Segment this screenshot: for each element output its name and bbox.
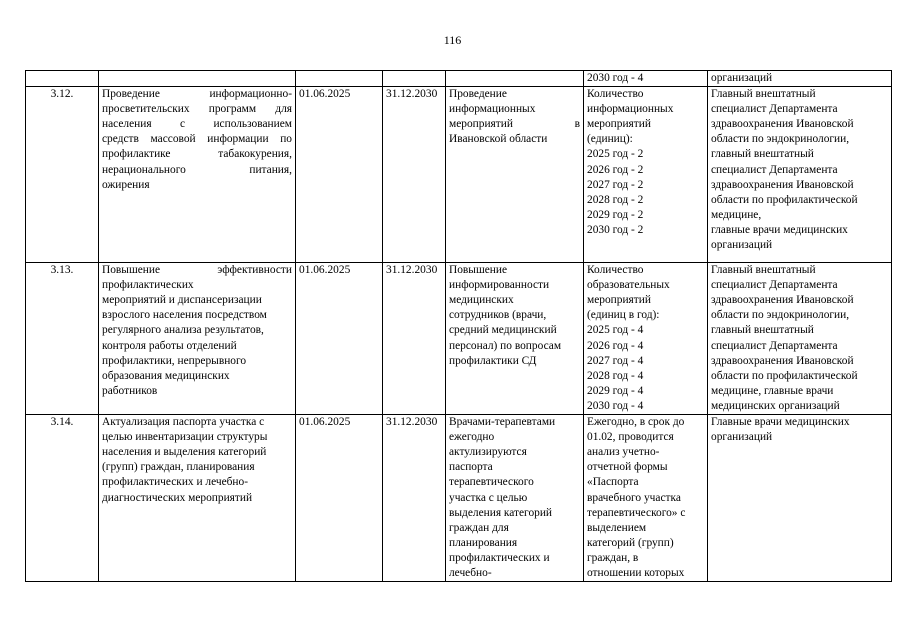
- cell-activity: [99, 415, 296, 582]
- cell-end: [383, 71, 446, 87]
- text-line: «Паспорта: [587, 476, 639, 489]
- text-line: специалист Департамента: [711, 279, 838, 292]
- text-line: Ивановской области: [449, 133, 548, 146]
- text-line: сотрудников (врачи,: [449, 309, 547, 322]
- text-line: 2028 год - 4: [587, 369, 644, 382]
- text-line: Проведение информационно-: [102, 88, 292, 101]
- text-line: планирования: [449, 536, 518, 549]
- text-line: (единиц):: [587, 133, 633, 146]
- text-line: 2027 год - 4: [587, 354, 644, 367]
- text-line: анализ учетно-: [587, 446, 660, 459]
- text-line: граждан, в: [587, 551, 639, 564]
- cell-activity: [99, 87, 296, 263]
- text-line: 2025 год - 2: [587, 148, 644, 161]
- text-line: 2029 год - 2: [587, 208, 644, 221]
- text-line: взрослого населения посредством: [102, 309, 267, 322]
- text-line: Количество: [587, 88, 644, 101]
- text-line: главный внештатный: [711, 324, 814, 337]
- text-line: специалист Департамента: [711, 103, 838, 116]
- text-line: населения и выделения категорий: [102, 446, 267, 459]
- text-line: здравоохранения Ивановской: [711, 294, 854, 307]
- text-line: отчетной формы: [587, 461, 668, 474]
- text-line: 2026 год - 2: [587, 163, 644, 176]
- text-line: отношении которых: [587, 566, 685, 579]
- text-line: выделения категорий: [449, 506, 553, 519]
- text-line: 2025 год - 4: [587, 324, 644, 337]
- cell-end: 31.12.2030: [383, 263, 446, 415]
- text-line: средств массовой информации по: [102, 133, 292, 146]
- text-line: граждан для: [449, 521, 509, 534]
- text-line: медицине,: [711, 208, 762, 221]
- text-line: контроля работы отделений: [102, 339, 237, 352]
- text-line: 2029 год - 4: [587, 384, 644, 397]
- text-line: здравоохранения Ивановской: [711, 178, 854, 191]
- text-line: мероприятий: [587, 294, 651, 307]
- cell-end: 31.12.2030: [383, 415, 446, 582]
- text-line: участка с целью: [449, 491, 528, 504]
- text-line: ежегодно: [449, 431, 495, 444]
- cell-result: [446, 71, 584, 87]
- cell-start: [296, 71, 383, 87]
- text-line: ожирения: [102, 178, 150, 191]
- text-line: здравоохранения Ивановской: [711, 118, 854, 131]
- table-row: [26, 263, 892, 415]
- text-line: нерационального питания,: [102, 163, 292, 176]
- text-line: мероприятий в: [449, 118, 580, 131]
- text-line: информированности: [449, 279, 550, 292]
- text-line: 2030 год - 4: [587, 399, 644, 412]
- cell-activity: [99, 263, 296, 415]
- text-line: Проведение: [449, 88, 507, 101]
- text-line: области по профилактической: [711, 193, 858, 206]
- text-line: 2028 год - 2: [587, 193, 644, 206]
- text-line: просветительских программ для: [102, 103, 292, 116]
- text-line: Повышение эффективности: [102, 264, 292, 277]
- cell-responsible: [708, 415, 892, 582]
- text-line: населения с использованием: [102, 118, 292, 131]
- text-line: Главный внештатный: [711, 264, 816, 277]
- cell-result: [446, 263, 584, 415]
- page-number: 116: [443, 33, 462, 47]
- text-line: Актуализация паспорта участка с: [102, 416, 265, 429]
- text-line: 2030 год - 2: [587, 223, 644, 236]
- text-line: Главные врачи медицинских: [711, 416, 850, 429]
- cell-num: [26, 71, 99, 87]
- text-line: профилактических: [102, 279, 194, 292]
- measures-table: [25, 70, 892, 582]
- continuation-row: [26, 71, 892, 87]
- text-line: персонал) по вопросам: [449, 339, 562, 352]
- cell-start: 01.06.2025: [296, 263, 383, 415]
- text-line: 2026 год - 4: [587, 339, 644, 352]
- text-line: целью инвентаризации структуры: [102, 431, 268, 444]
- text-line: организаций: [711, 239, 773, 252]
- cell-result: [446, 87, 584, 263]
- text-line: (единиц в год):: [587, 309, 660, 322]
- text-line: организаций: [711, 431, 773, 444]
- text-line: профилактике табакокурения,: [102, 148, 292, 161]
- text-line: работников: [102, 384, 158, 397]
- text-line: информационных: [587, 103, 674, 116]
- cell-indicator: 2030 год - 4: [584, 71, 708, 87]
- cell-num: 3.14.: [26, 415, 99, 582]
- text-line: медицинских организаций: [711, 399, 840, 412]
- text-line: Врачами-терапевтами: [449, 416, 556, 429]
- text-line: лечебно-: [449, 566, 492, 579]
- cell-num: 3.12.: [26, 87, 99, 263]
- cell-num: 3.13.: [26, 263, 99, 415]
- cell-start: 01.06.2025: [296, 415, 383, 582]
- text-line: здравоохранения Ивановской: [711, 354, 854, 367]
- text-line: специалист Департамента: [711, 339, 838, 352]
- text-line: медицинских: [449, 294, 514, 307]
- text-line: мероприятий и диспансеризации: [102, 294, 262, 307]
- text-line: специалист Департамента: [711, 163, 838, 176]
- text-line: Повышение: [449, 264, 508, 277]
- text-line: терапевтического» с: [587, 506, 686, 519]
- text-line: регулярного анализа результатов,: [102, 324, 264, 337]
- text-line: паспорта: [449, 461, 493, 474]
- text-line: профилактических и лечебно-: [102, 476, 249, 489]
- cell-responsible: организаций: [708, 71, 892, 87]
- text-line: мероприятий: [587, 118, 651, 131]
- text-line: диагностических мероприятий: [102, 491, 253, 504]
- cell-start: 01.06.2025: [296, 87, 383, 263]
- table-row: [26, 87, 892, 263]
- text-line: Ежегодно, в срок до: [587, 416, 685, 429]
- text-line: области по эндокринологии,: [711, 309, 850, 322]
- text-line: Количество: [587, 264, 644, 277]
- cell-result: [446, 415, 584, 582]
- cell-indicator: [584, 415, 708, 582]
- text-line: терапевтического: [449, 476, 534, 489]
- text-line: образовательных: [587, 279, 670, 292]
- cell-activity: [99, 71, 296, 87]
- text-line: медицине, главные врачи: [711, 384, 834, 397]
- text-line: главные врачи медицинских: [711, 223, 848, 236]
- cell-end: 31.12.2030: [383, 87, 446, 263]
- cell-responsible: [708, 87, 892, 263]
- table-row: [26, 415, 892, 582]
- text-line: профилактики СД: [449, 354, 537, 367]
- text-line: 01.02, проводится: [587, 431, 674, 444]
- text-line: актулизируются: [449, 446, 527, 459]
- text-line: образования медицинских: [102, 369, 230, 382]
- text-line: профилактики, непрерывного: [102, 354, 247, 367]
- text-line: профилактических и: [449, 551, 550, 564]
- text-line: Главный внештатный: [711, 88, 816, 101]
- cell-responsible: [708, 263, 892, 415]
- text-line: выделением: [587, 521, 647, 534]
- cell-indicator: [584, 87, 708, 263]
- text-line: средний медицинский: [449, 324, 557, 337]
- text-line: области по эндокринологии,: [711, 133, 850, 146]
- cell-indicator: [584, 263, 708, 415]
- text-line: области по профилактической: [711, 369, 858, 382]
- text-line: 2027 год - 2: [587, 178, 644, 191]
- text-line: информационных: [449, 103, 536, 116]
- text-line: (групп) граждан, планирования: [102, 461, 255, 474]
- text-line: категорий (групп): [587, 536, 674, 549]
- text-line: главный внештатный: [711, 148, 814, 161]
- text-line: врачебного участка: [587, 491, 681, 504]
